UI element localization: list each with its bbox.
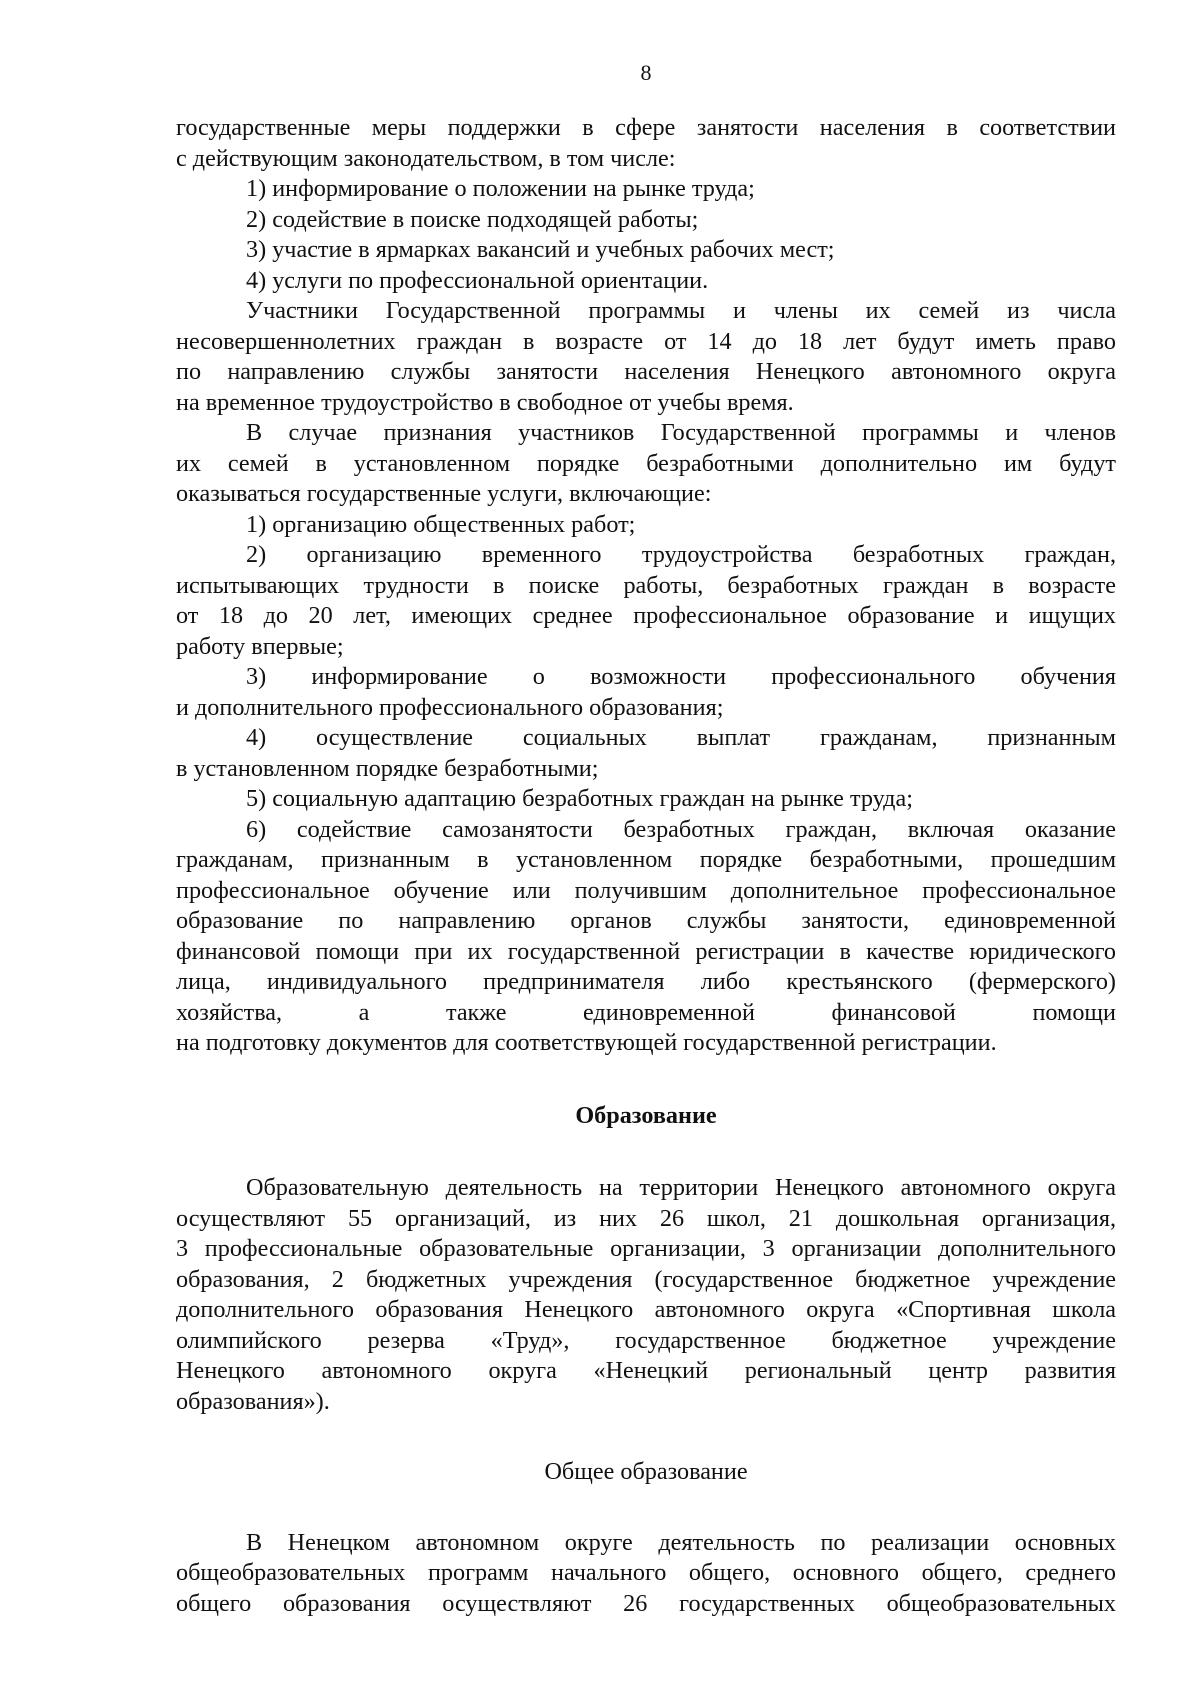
text-line: несовершеннолетних граждан в возрасте от 14 до 18 лет будут иметь право bbox=[176, 327, 1116, 355]
section-heading: Образование bbox=[575, 1101, 717, 1129]
general-education-paragraph bbox=[176, 1528, 1116, 1620]
text-line: Ненецкого автономного округа «Ненецкий региональный центр развития bbox=[176, 1357, 1116, 1384]
text-line: Участники Государственной программы и члены их семей из числа bbox=[246, 297, 1116, 324]
document-body bbox=[176, 113, 1116, 1619]
text-line: гражданам, признанным в установленном порядке безработными, прошедшим bbox=[176, 846, 1116, 873]
text-line: общеобразовательных программ начального общего, основного общего, среднего bbox=[176, 1559, 1116, 1586]
text-line: с действующим законодательством, в том числе: bbox=[176, 144, 676, 172]
text-line: профессиональное обучение или получившим дополнительное профессиональное bbox=[176, 876, 1116, 904]
text-line: образования»). bbox=[176, 1387, 330, 1415]
text-line: общего образования осуществляют 26 государственных общеобразовательных bbox=[176, 1589, 1116, 1617]
text-line: по направлению службы занятости населения Ненецкого автономного округа bbox=[176, 358, 1116, 385]
text-line: 1) информирование о положении на рынке труда; bbox=[246, 175, 755, 202]
text-line: хозяйства, а также единовременной финансовой помощи bbox=[176, 998, 1116, 1026]
page-number: 8 bbox=[640, 60, 652, 85]
text-line: 3) участие в ярмарках вакансий и учебных рабочих мест; bbox=[246, 236, 835, 263]
text-line: оказываться государственные услуги, включающие: bbox=[176, 480, 712, 507]
text-line: 4) осуществление социальных выплат гражданам, признанным bbox=[246, 724, 1116, 751]
text-line: 6) содействие самозанятости безработных граждан, включая оказание bbox=[246, 815, 1116, 843]
text-line: испытывающих трудности в поиске работы, безработных граждан в возрасте bbox=[176, 571, 1116, 599]
text-line: 1) организацию общественных работ; bbox=[246, 510, 636, 538]
text-line: осуществляют 55 организаций, из них 26 школ, 21 дошкольная организация, bbox=[176, 1204, 1116, 1232]
document-page bbox=[176, 0, 1116, 1690]
text-line: государственные меры поддержки в сфере занятости населения в соответствии bbox=[176, 114, 1116, 141]
text-line: 5) социальную адаптацию безработных граждан на рынке труда; bbox=[246, 785, 913, 812]
text-line: лица, индивидуального предпринимателя либо крестьянского (фермерского) bbox=[176, 968, 1116, 995]
text-line: от 18 до 20 лет, имеющих среднее профессиональное образование и ищущих bbox=[176, 602, 1116, 629]
text-line: В Ненецком автономном округе деятельность по реализации основных bbox=[246, 1528, 1116, 1556]
text-line: 3 профессиональные образовательные организации, 3 организации дополнительного bbox=[176, 1235, 1116, 1262]
text-line: 2) организацию временного трудоустройства безработных граждан, bbox=[246, 541, 1116, 568]
text-line: на временное трудоустройство в свободное от учебы время. bbox=[176, 388, 794, 416]
text-line: в установленном порядке безработными; bbox=[176, 754, 599, 782]
text-line: на подготовку документов для соответствующей государственной регистрации. bbox=[176, 1029, 997, 1056]
subsection-heading: Общее образование bbox=[544, 1458, 748, 1485]
text-line: финансовой помощи при их государственной регистрации в качестве юридического bbox=[176, 937, 1116, 965]
text-line: Образовательную деятельность на территории Ненецкого автономного округа bbox=[246, 1174, 1116, 1201]
text-line: В случае признания участников Государственной программы и членов bbox=[246, 419, 1116, 446]
text-line: образования, 2 бюджетных учреждения (государственное бюджетное учреждение bbox=[176, 1265, 1116, 1293]
text-line: олимпийского резерва «Труд», государственное бюджетное учреждение bbox=[176, 1326, 1116, 1354]
education-intro-paragraph bbox=[176, 1173, 1116, 1417]
text-line: и дополнительного профессионального образования; bbox=[176, 693, 724, 721]
text-line: 2) содействие в поиске подходящей работы; bbox=[246, 205, 699, 233]
text-line: дополнительного образования Ненецкого автономного округа «Спортивная школа bbox=[176, 1296, 1116, 1323]
text-line: работу впервые; bbox=[176, 632, 344, 660]
text-line: образование по направлению органов службы занятости, единовременной bbox=[176, 907, 1116, 934]
employment-support-section bbox=[176, 113, 1116, 1059]
text-line: 4) услуги по профессиональной ориентации. bbox=[246, 266, 709, 294]
text-line: 3) информирование о возможности профессионального обучения bbox=[246, 663, 1116, 690]
text-line: их семей в установленном порядке безработными дополнительно им будут bbox=[176, 449, 1116, 477]
